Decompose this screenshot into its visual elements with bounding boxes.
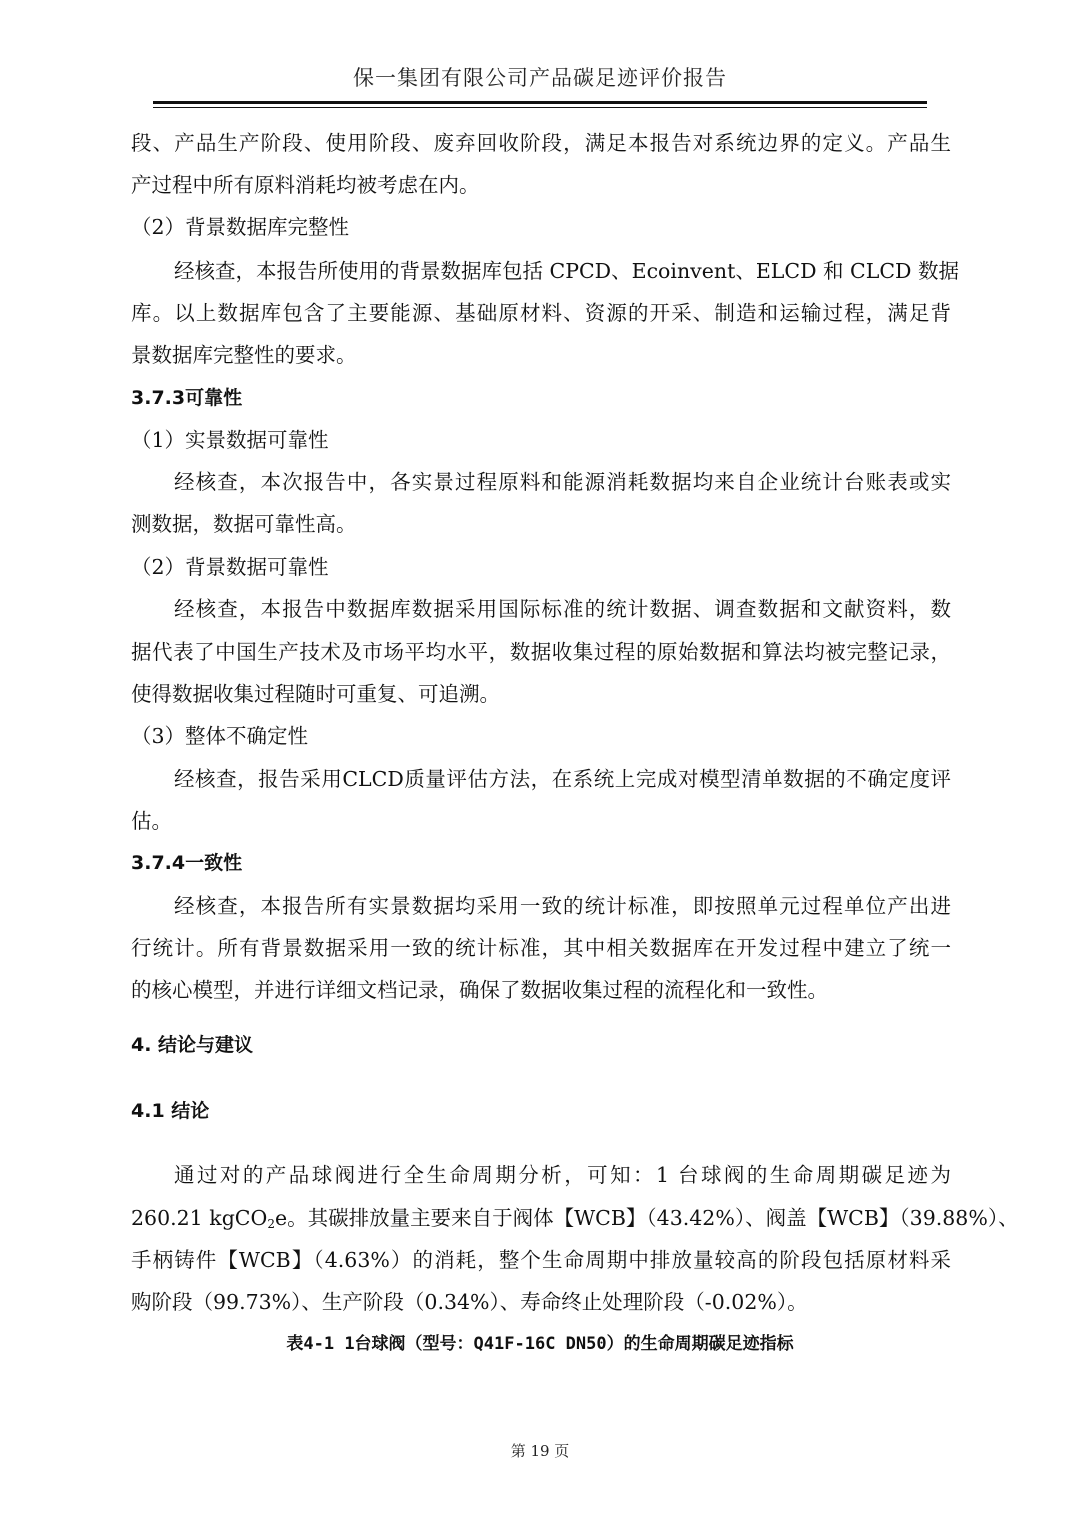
page-header-title: 保一集团有限公司产品碳足迹评价报告	[353, 66, 727, 90]
subsection-label: （1）实景数据可靠性	[131, 428, 329, 452]
subsection-label: （2）背景数据可靠性	[131, 555, 329, 579]
section-heading-4-1: 4.1 结论	[131, 1100, 210, 1122]
carbon-unit-subscript: 2	[267, 1217, 275, 1231]
paragraph-line: 测数据，数据可靠性高。	[131, 512, 357, 536]
header-rule-thin	[153, 107, 927, 108]
carbon-unit-suffix: e	[274, 1206, 288, 1230]
paragraph-line: 估。	[131, 809, 172, 833]
carbon-unit	[209, 1206, 287, 1230]
paragraph-line: 经核查，本报告所有实景数据均采用一致的统计标准，即按照单元过程单位产出进	[174, 894, 951, 918]
paragraph-line: 手柄铸件【WCB】（4.63%）的消耗，整个生命周期中排放量较高的阶段包括原材料采	[131, 1248, 951, 1272]
subsection-label: （2）背景数据库完整性	[131, 215, 350, 239]
paragraph-line-with-value	[131, 1203, 1019, 1233]
section-heading-3-7-3: 3.7.3可靠性	[131, 387, 243, 409]
paragraph-line: 购阶段（99.73%）、生产阶段（0.34%）、寿命终止处理阶段（-0.02%）。	[131, 1290, 808, 1314]
header-rule-thick	[153, 101, 927, 104]
paragraph-line: 通过对的产品球阀进行全生命周期分析，可知：1 台球阀的生命周期碳足迹为	[174, 1163, 951, 1187]
table-caption: 表4-1 1台球阀（型号：Q41F-16C DN50）的生命周期碳足迹指标	[286, 1334, 794, 1354]
paragraph-text: 。其碳排放量主要来自于阀体【WCB】（43.42%）、阀盖【WCB】（39.88%）、	[287, 1206, 1019, 1230]
paragraph-line: 经核查，本报告中数据库数据采用国际标准的统计数据、调查数据和文献资料，数	[174, 597, 951, 621]
paragraph-line: 的核心模型，并进行详细文档记录，确保了数据收集过程的流程化和一致性。	[131, 978, 828, 1002]
page-number: 第 19 页	[510, 1442, 570, 1460]
paragraph-line: 库。以上数据库包含了主要能源、基础原材料、资源的开采、制造和运输过程，满足背	[131, 301, 951, 325]
paragraph-line: 据代表了中国生产技术及市场平均水平，数据收集过程的原始数据和算法均被完整记录，	[131, 640, 951, 664]
paragraph-line: 产过程中所有原料消耗均被考虑在内。	[131, 173, 480, 197]
paragraph-line: 经核查，本报告所使用的背景数据库包括 CPCD、Ecoinvent、ELCD 和 CLCD 数据	[174, 259, 959, 283]
section-heading-3-7-4: 3.7.4一致性	[131, 852, 243, 874]
paragraph-line: 行统计。所有背景数据采用一致的统计标准，其中相关数据库在开发过程中建立了统一	[131, 936, 951, 960]
paragraph-line: 使得数据收集过程随时可重复、可追溯。	[131, 682, 500, 706]
paragraph-line: 经核查，本次报告中，各实景过程原料和能源消耗数据均来自企业统计台账表或实	[174, 470, 951, 494]
paragraph-line: 段、产品生产阶段、使用阶段、废弃回收阶段，满足本报告对系统边界的定义。产品生	[131, 131, 951, 155]
paragraph-line: 经核查，报告采用CLCD质量评估方法，在系统上完成对模型清单数据的不确定度评	[174, 767, 951, 791]
carbon-footprint-value: 260.21	[131, 1206, 203, 1230]
carbon-unit-base: kgCO	[209, 1206, 268, 1230]
subsection-label: （3）整体不确定性	[131, 724, 309, 748]
paragraph-line: 景数据库完整性的要求。	[131, 343, 357, 367]
section-heading-4: 4. 结论与建议	[131, 1034, 254, 1056]
